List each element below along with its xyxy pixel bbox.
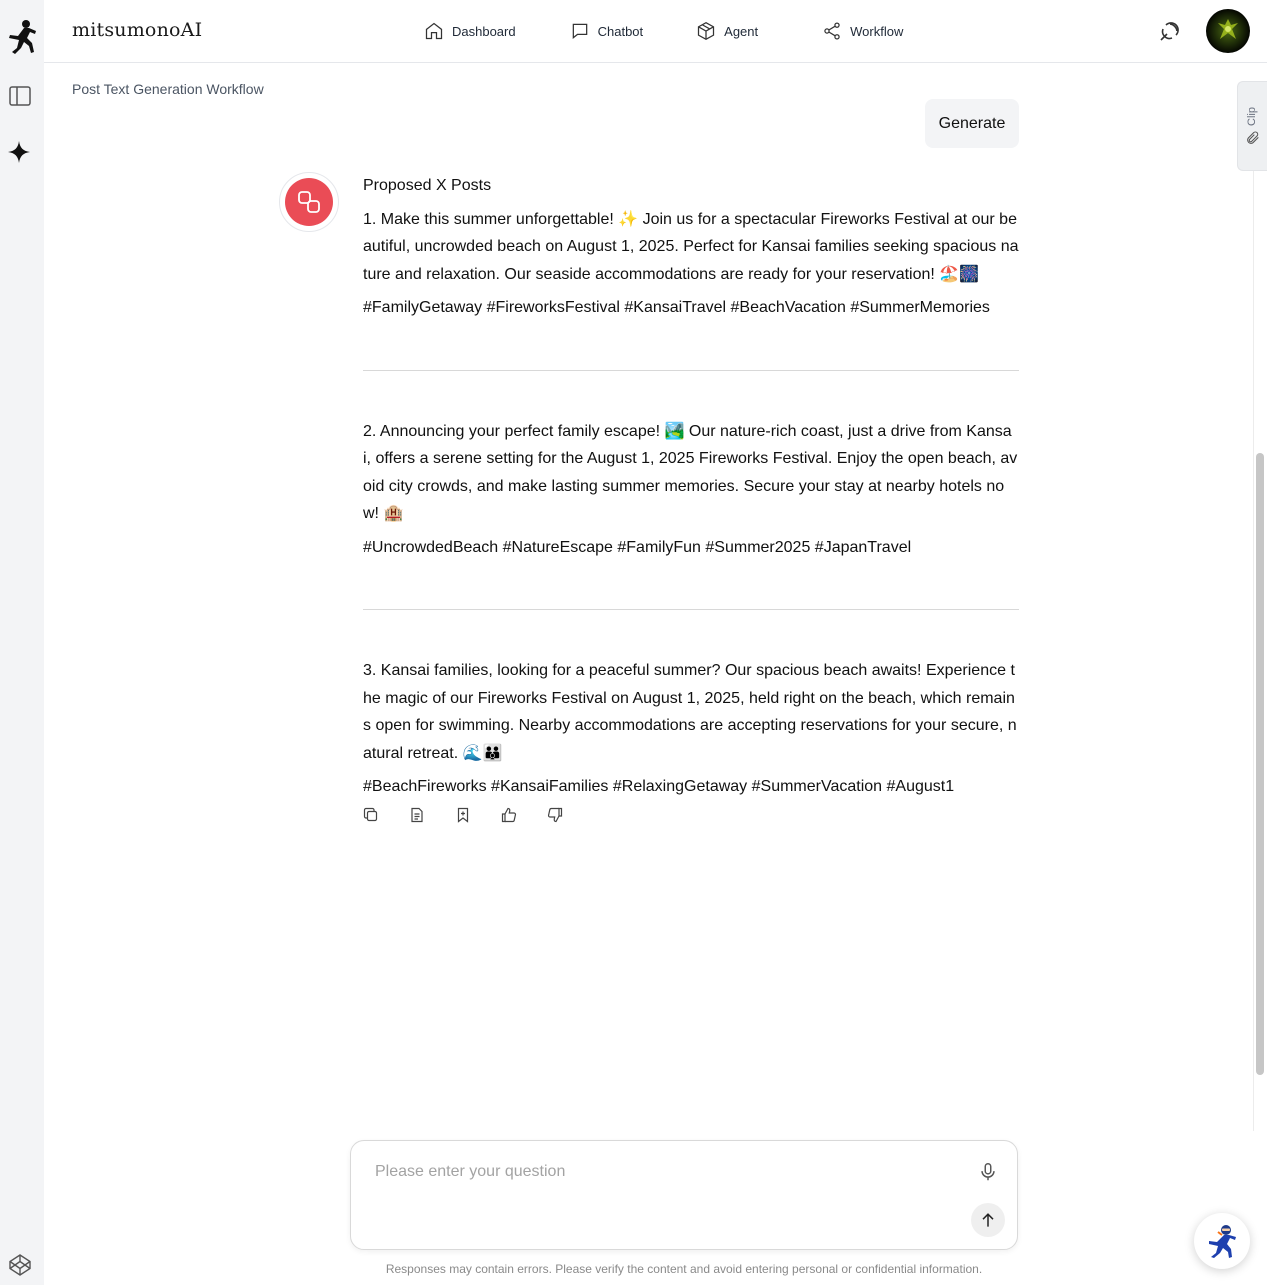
post-item [363, 206, 1019, 322]
assistant-message [363, 172, 1019, 823]
broadcast-icon[interactable] [1157, 20, 1181, 44]
codepen-icon[interactable] [8, 1253, 32, 1277]
breadcrumb: Post Text Generation Workflow [72, 81, 264, 97]
copy-icon[interactable] [363, 807, 379, 823]
post-text: 3. Kansai families, looking for a peaceful summer? Our spacious beach awaits! Experience the magic of our Fireworks Festival on August 1, 2025, held right on the beach, which remains open for swimming. Nearby accommodations are accepting reservations for your secure, natural retreat. 🌊👪 [363, 662, 1017, 762]
send-button[interactable] [971, 1203, 1005, 1237]
post-text: 1. Make this summer unforgettable! ✨ Join us for a spectacular Fireworks Festival at our beautiful, uncrowded beach on August 1, 2025. Perfect for Kansai families seeking spacious nature and relaxation. Our seaside accommodations are ready for your reservation! 🏖️🎆 [363, 210, 1019, 283]
thumbs-up-icon[interactable] [501, 807, 517, 823]
message-title: Proposed X Posts [363, 177, 492, 194]
paperclip-icon [1245, 130, 1261, 146]
user-avatar[interactable] [1206, 9, 1250, 53]
share-nodes-icon [822, 21, 842, 41]
workflow-nodes-icon [295, 188, 323, 216]
sparkle-icon[interactable] [7, 140, 31, 164]
post-text: 2. Announcing your perfect family escape! 🏞️ Our nature-rich coast, just a drive from Kansai, offers a serene setting for the August 1, 2025 Fireworks Festival. Enjoy the open beach, avoid city crowds, and make lasting summer memories. Secure your stay at nearby hotels now! 🏨 [363, 422, 1018, 522]
bookmark-icon[interactable] [455, 807, 471, 823]
arrow-up-icon [978, 1210, 998, 1230]
clip-label: Clip [1246, 107, 1258, 126]
sidebar-toggle-icon[interactable] [8, 84, 32, 108]
nav-agent[interactable] [696, 21, 758, 41]
post-hashtags: #FamilyGetaway #FireworksFestival #KansaiTravel #BeachVacation #SummerMemories [363, 299, 990, 316]
document-icon[interactable] [409, 807, 425, 823]
post-divider [363, 609, 1019, 610]
main-nav [424, 20, 903, 42]
clip-side-tab[interactable] [1237, 81, 1267, 171]
nav-chatbot[interactable] [570, 21, 644, 41]
user-message-bubble: Generate [925, 99, 1019, 148]
help-assistant-button[interactable] [1194, 1213, 1250, 1269]
ninja-mascot-icon [1204, 1223, 1240, 1259]
question-input[interactable] [375, 1163, 955, 1203]
cube-icon [696, 21, 716, 41]
nav-dashboard[interactable] [424, 21, 516, 41]
nav-label: Workflow [850, 23, 904, 39]
chat-bubble-icon [570, 21, 590, 41]
post-item [363, 418, 1019, 562]
chat-input-box [350, 1140, 1018, 1250]
nav-label: Dashboard [452, 23, 516, 39]
thumbs-down-icon[interactable] [547, 807, 563, 823]
assistant-avatar-badge [285, 178, 333, 226]
post-divider [363, 370, 1019, 371]
assistant-avatar [279, 172, 339, 232]
post-hashtags: #UncrowdedBeach #NatureEscape #FamilyFun #Summer2025 #JapanTravel [363, 538, 912, 556]
avatar-figure-icon [1206, 9, 1250, 53]
disclaimer-text: Responses may contain errors. Please verify the content and avoid entering personal or confidential information. [385, 1262, 983, 1276]
nav-label: Chatbot [597, 23, 644, 39]
home-icon [424, 21, 444, 41]
post-hashtags: #BeachFireworks #KansaiFamilies #RelaxingGetaway #SummerVacation #August1 [363, 778, 955, 795]
message-actions [363, 807, 1019, 823]
post-item [363, 657, 1019, 801]
ninja-logo-icon[interactable] [4, 18, 38, 54]
left-rail [0, 0, 44, 1285]
nav-workflow[interactable] [822, 21, 903, 41]
top-bar [44, 0, 1267, 63]
microphone-icon[interactable] [977, 1161, 999, 1183]
nav-label: Agent [724, 23, 759, 39]
scrollbar-thumb[interactable] [1256, 453, 1264, 1075]
brand-logo[interactable]: mitsumonoAI [72, 19, 203, 41]
